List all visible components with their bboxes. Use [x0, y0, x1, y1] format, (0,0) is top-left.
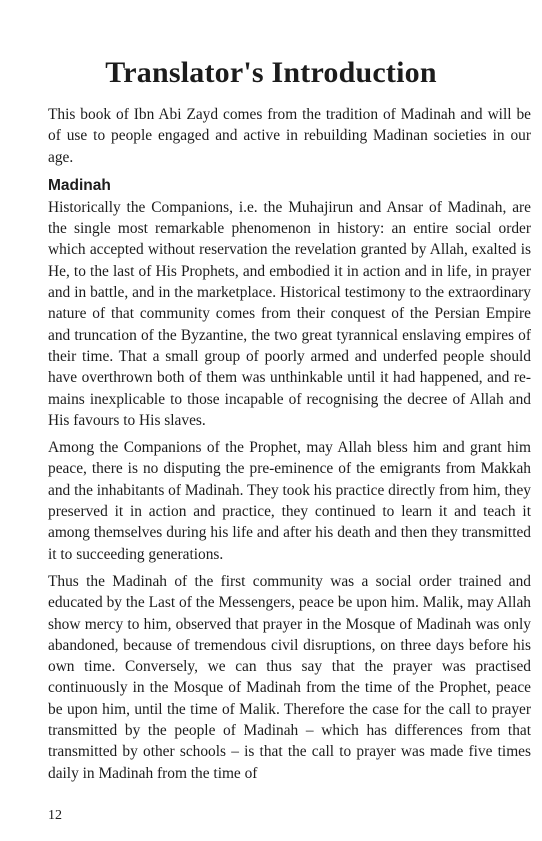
- page-body: [48, 104, 531, 790]
- body-paragraph: Among the Companions of the Prophet, may Allah bless him and grant him peace, there is no disputing the pre-eminence of the emigrants from Makkah and the inhabitants of Madinah. They took his practice directly from him, they preserved it in action and practice, they continued to learn it and teach it among themselves during his life and after his death and then they transmitted it to succeeding generations.: [48, 439, 531, 563]
- section-heading: Madinah: [48, 176, 111, 194]
- intro-paragraph: This book of Ibn Abi Zayd comes from the tradition of Madinah and will be of use to people engaged and active in rebuilding Madinan societies in our age.: [48, 106, 531, 166]
- body-paragraph: Historically the Companions, i.e. the Muhajirun and Ansar of Madinah, are the single most remarkable phenomenon in history: an entire social order which accepted without reservation the revelation granted by Allah, exalted is He, to the last of His Prophets, and embodied it in action and in life, in prayer and in battle, and in the marketplace. Historical testimony to the extraordinary nature of that community comes from their conquest of the Persian Empire and truncation of the Byzantine, the two great tyrannical enslaving empires of their time. That a small group of poorly armed and underfed people should have overthrown both of them was unthinkable until it had happened, and remains inexplicable to those incapable of recognising the decree of Allah and His favours to His slaves.: [48, 198, 531, 429]
- body-paragraph: Thus the Madinah of the first community was a social order trained and educated by the Last of the Messengers, peace be upon him. Malik, may Allah show mercy to him, observed that prayer in the Mosque of Madinah was only abandoned, because of tremendous civil disruptions, on three days before his own time. Conversely, we can thus say that the prayer was practised continuously in the Mosque of Madinah from the time of the Prophet, peace be upon him, until the time of Malik. Therefore the case for the call to prayer transmitted by the people of Madinah – which has differences from that transmitted by other schools – is that the call to prayer was made five times daily in Madinah from the time of: [48, 572, 531, 782]
- page-title: Translator's Introduction: [105, 56, 437, 89]
- page-number: 12: [48, 808, 62, 823]
